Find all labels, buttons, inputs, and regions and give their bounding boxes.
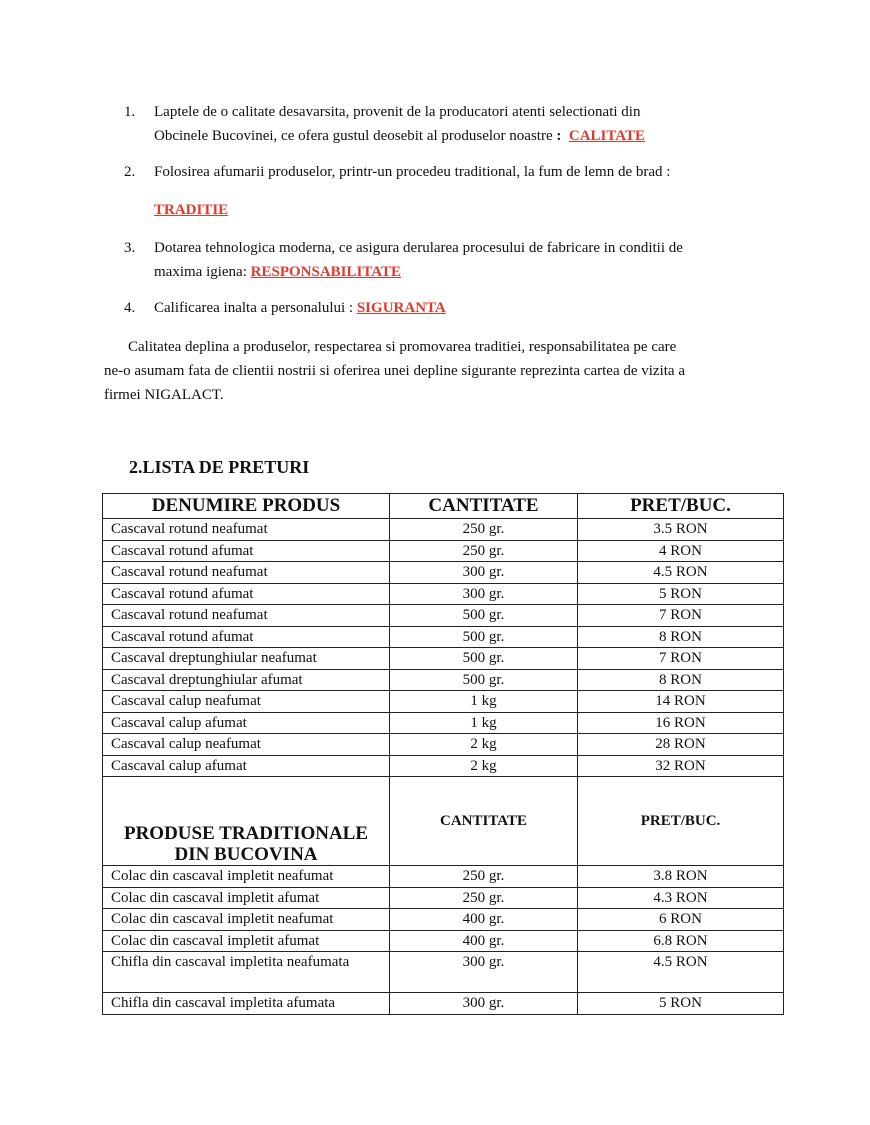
table-row	[103, 755, 784, 777]
table-row	[103, 605, 784, 627]
paragraph-line: ne-o asumam fata de clientii nostrii si oferirea unei depline sigurante reprezinta cartea de vizita a	[104, 363, 685, 379]
paragraph-line: firmei NIGALACT.	[104, 387, 224, 403]
price: 16 RON	[578, 712, 784, 734]
summary-paragraph	[104, 335, 764, 407]
price: 4.5 RON	[578, 952, 784, 993]
product-name: Cascaval dreptunghiular neafumat	[103, 648, 390, 670]
quantity: 2 kg	[390, 734, 578, 756]
table-row	[103, 583, 784, 605]
column-header: CANTITATE	[390, 777, 578, 866]
product-name: Cascaval rotund afumat	[103, 583, 390, 605]
table-row	[103, 648, 784, 670]
table-row	[103, 712, 784, 734]
price: 5 RON	[578, 583, 784, 605]
product-name: Chifla din cascaval impletita neafumata	[103, 952, 390, 993]
price: 4.5 RON	[578, 562, 784, 584]
list-item	[124, 160, 764, 222]
price: 32 RON	[578, 755, 784, 777]
table-header-row	[103, 494, 784, 519]
price: 4 RON	[578, 540, 784, 562]
list-text: Calificarea inalta a personalului :	[154, 300, 354, 316]
table-row	[103, 993, 784, 1015]
traditional-section-title	[103, 777, 390, 866]
quantity: 300 gr.	[390, 952, 578, 993]
product-name: Cascaval calup neafumat	[103, 734, 390, 756]
product-name: Cascaval dreptunghiular afumat	[103, 669, 390, 691]
quantity: 300 gr.	[390, 993, 578, 1015]
price: 8 RON	[578, 669, 784, 691]
quantity: 250 gr.	[390, 519, 578, 541]
quantity: 2 kg	[390, 755, 578, 777]
quantity: 1 kg	[390, 691, 578, 713]
product-name: Cascaval calup neafumat	[103, 691, 390, 713]
price: 28 RON	[578, 734, 784, 756]
traditional-header-row	[103, 777, 784, 866]
list-number: 2.	[124, 164, 136, 180]
quality-list	[124, 100, 764, 320]
price: 8 RON	[578, 626, 784, 648]
quantity: 300 gr.	[390, 562, 578, 584]
keyword-calitate: CALITATE	[568, 128, 646, 144]
price: 6.8 RON	[578, 930, 784, 952]
list-item	[124, 236, 764, 284]
product-name: Cascaval rotund afumat	[103, 540, 390, 562]
table-row	[103, 909, 784, 931]
list-text: Folosirea afumarii produselor, printr-un procedeu traditional, la fum de lemn de brad :	[154, 164, 671, 180]
product-name: Colac din cascaval impletit neafumat	[103, 909, 390, 931]
quantity: 400 gr.	[390, 930, 578, 952]
table-row	[103, 519, 784, 541]
keyword-siguranta: SIGURANTA	[356, 300, 446, 316]
quantity: 500 gr.	[390, 669, 578, 691]
section-title: 2.LISTA DE PRETURI	[129, 457, 310, 477]
list-separator: :	[556, 128, 562, 144]
list-item	[124, 296, 764, 320]
list-text: Laptele de o calitate desavarsita, provenit de la producatori atenti selectionati din	[154, 104, 641, 120]
column-header: PRET/BUC.	[578, 494, 784, 519]
price: 7 RON	[578, 605, 784, 627]
paragraph-line: Calitatea deplina a produselor, respectarea si promovarea traditiei, responsabilitatea pe care	[128, 339, 677, 355]
quantity: 500 gr.	[390, 648, 578, 670]
list-number: 4.	[124, 300, 136, 316]
product-name: Cascaval calup afumat	[103, 712, 390, 734]
quantity: 250 gr.	[390, 887, 578, 909]
table-row	[103, 887, 784, 909]
column-header: PRET/BUC.	[578, 777, 784, 866]
table-row	[103, 952, 784, 993]
list-text: Dotarea tehnologica moderna, ce asigura derularea procesului de fabricare in conditii de	[154, 240, 683, 256]
traditional-title-line: DIN BUCOVINA	[174, 843, 318, 865]
list-number: 1.	[124, 104, 136, 120]
product-name: Colac din cascaval impletit afumat	[103, 887, 390, 909]
product-name: Cascaval calup afumat	[103, 755, 390, 777]
list-text: maxima igiena:	[154, 264, 247, 280]
price: 7 RON	[578, 648, 784, 670]
quantity: 250 gr.	[390, 540, 578, 562]
table-row	[103, 866, 784, 888]
quantity: 300 gr.	[390, 583, 578, 605]
column-header: DENUMIRE PRODUS	[103, 494, 390, 519]
quantity: 250 gr.	[390, 866, 578, 888]
product-name: Cascaval rotund afumat	[103, 626, 390, 648]
product-name: Cascaval rotund neafumat	[103, 605, 390, 627]
list-number: 3.	[124, 240, 136, 256]
keyword-responsabilitate: RESPONSABILITATE	[250, 264, 401, 280]
product-name: Chifla din cascaval impletita afumata	[103, 993, 390, 1015]
product-name: Colac din cascaval impletit afumat	[103, 930, 390, 952]
column-header: CANTITATE	[390, 494, 578, 519]
keyword-traditie: TRADITIE	[154, 202, 229, 218]
quantity: 500 gr.	[390, 605, 578, 627]
list-text: Obcinele Bucovinei, ce ofera gustul deosebit al produselor noastre	[154, 128, 553, 144]
price: 14 RON	[578, 691, 784, 713]
list-item	[124, 100, 764, 148]
price: 3.5 RON	[578, 519, 784, 541]
price: 5 RON	[578, 993, 784, 1015]
price: 4.3 RON	[578, 887, 784, 909]
table-row	[103, 626, 784, 648]
quantity: 1 kg	[390, 712, 578, 734]
price: 6 RON	[578, 909, 784, 931]
quantity: 400 gr.	[390, 909, 578, 931]
table-row	[103, 734, 784, 756]
table-row	[103, 540, 784, 562]
price: 3.8 RON	[578, 866, 784, 888]
table-row	[103, 930, 784, 952]
product-name: Cascaval rotund neafumat	[103, 519, 390, 541]
table-row	[103, 562, 784, 584]
product-name: Colac din cascaval impletit neafumat	[103, 866, 390, 888]
product-name: Cascaval rotund neafumat	[103, 562, 390, 584]
price-table	[102, 493, 784, 1015]
table-row	[103, 669, 784, 691]
quantity: 500 gr.	[390, 626, 578, 648]
traditional-title-line: PRODUSE TRADITIONALE	[123, 823, 369, 844]
table-row	[103, 691, 784, 713]
